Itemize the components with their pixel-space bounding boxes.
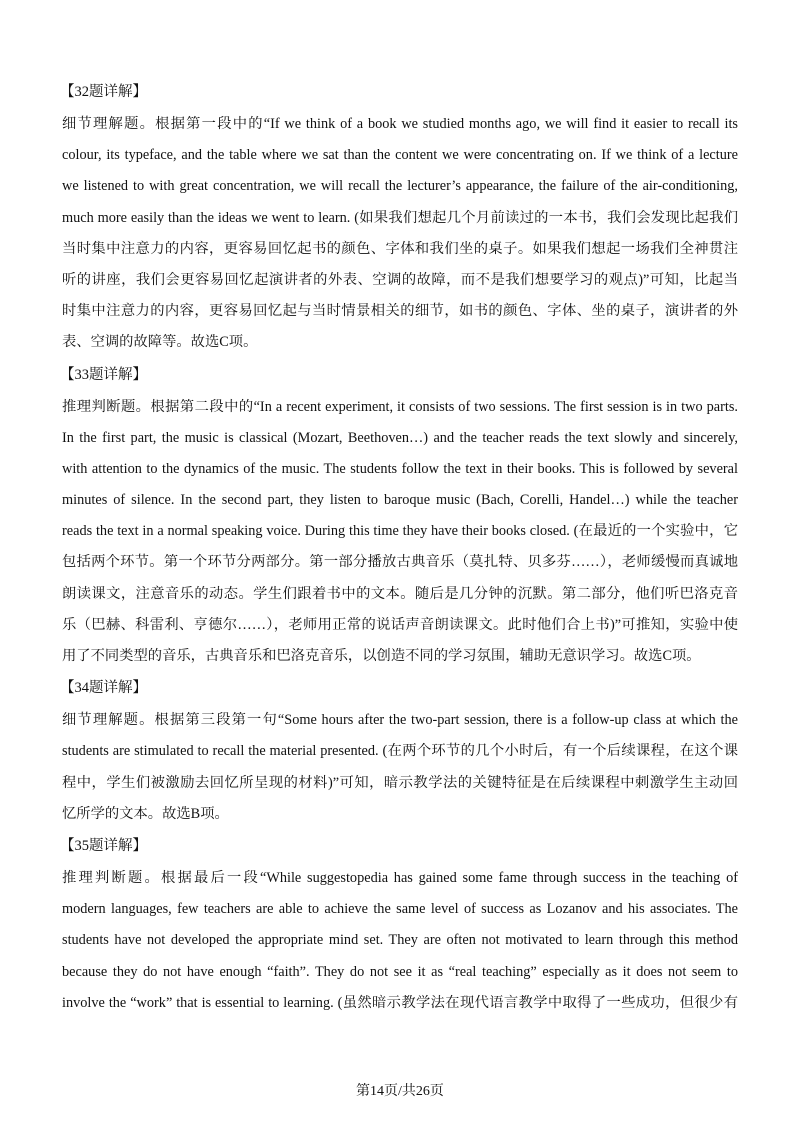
- text-line: 朗读课文，注意音乐的动态。学生们跟着书中的文本。随后是几分钟的沉默。第二部分，他们听巴洛克音: [62, 585, 738, 602]
- text-line: 听的讲座，我们会更容易回忆起演讲者的外表、空调的故障，而不是我们想要学习的观点)”可知，比起当: [62, 271, 738, 288]
- text-line: 忆所学的文本。故选B项。: [62, 805, 229, 822]
- section-heading: 【35题详解】: [60, 837, 147, 854]
- explanation-section: [62, 76, 738, 359]
- text-line: much more easily than the ideas we went to learn. (如果我们想起几个月前读过的一本书，我们会发现比起我们: [62, 209, 738, 226]
- text-line: 时集中注意力的内容，更容易回忆起与当时情景相关的细节，如书的颜色、字体、坐的桌子，演讲者的外: [62, 303, 738, 320]
- text-line: 用了不同类型的音乐，古典音乐和巴洛克音乐，以创造不同的学习氛围，辅助无意识学习。故选C项。: [62, 648, 701, 664]
- text-line: students are stimulated to recall the material presented. (在两个环节的几个小时后，有一个后续课程，在这个课: [62, 743, 738, 760]
- text-line: 推理判断题。根据第二段中的“In a recent experiment, it consists of two sessions. The first session is in two parts.: [62, 398, 738, 415]
- text-line: we listened to with great concentration, we will recall the lecturer’s appearance, the failure of the air-conditioning,: [62, 178, 738, 195]
- text-line: In the first part, the music is classical (Mozart, Beethoven…) and the teacher reads the text slowly and sincerely,: [62, 429, 738, 446]
- text-line: modern languages, few teachers are able to achieve the same level of success as Lozanov and his associates. The: [62, 901, 738, 918]
- text-line: involve the “work” that is essential to learning. (虽然暗示教学法在现代语言教学中取得了一些成功，但很少有: [62, 994, 738, 1011]
- text-line: 细节理解题。根据第三段第一句“Some hours after the two-part session, there is a follow-up class at which the: [62, 712, 738, 729]
- text-line: 乐（巴赫、科雷利、亨德尔……），老师用正常的说话声音朗读课文。此时他们合上书)”可推知，实验中使: [62, 616, 738, 633]
- explanation-section: [62, 359, 738, 673]
- section-heading: 【32题详解】: [60, 84, 147, 100]
- text-line: students have not developed the appropriate mind set. They are often not motivated to learn through this method: [62, 932, 738, 949]
- explanation-section: [62, 830, 738, 1019]
- text-line: reads the text in a normal speaking voice. During this time they have their books closed. (在最近的一个实验中，它: [62, 523, 738, 540]
- page-number: 第14页/共26页: [356, 1084, 444, 1099]
- document-body: [62, 76, 738, 1019]
- text-line: minutes of silence. In the second part, they listen to baroque music (Bach, Corelli, Handel…) while the teacher: [62, 492, 738, 509]
- text-line: 程中，学生们被激励去回忆所呈现的材料)”可知，暗示教学法的关键特征是在后续课程中刺激学生主动回: [62, 774, 738, 791]
- section-heading: 【33题详解】: [60, 366, 147, 383]
- text-line: 推理判断题。根据最后一段“While suggestopedia has gained some fame through success in the teaching of: [62, 869, 738, 886]
- text-line: because they do not have enough “faith”. They do not see it as “real teaching” especially as it does not seem to: [62, 963, 738, 980]
- explanation-section: [62, 672, 738, 830]
- text-line: 表、空调的故障等。故选C项。: [62, 334, 258, 351]
- section-heading: 【34题详解】: [60, 680, 147, 697]
- text-line: 当时集中注意力的内容，更容易回忆起书的颜色、字体和我们坐的桌子。如果我们想起一场我们全神贯注: [62, 240, 738, 257]
- text-line: colour, its typeface, and the table where we sat than the content we were concentrating on. If we think of a lecture: [62, 147, 738, 164]
- text-line: with attention to the dynamics of the music. The students follow the text in their books. This is followed by several: [62, 460, 738, 477]
- text-line: 包括两个环节。第一个环节分两部分。第一部分播放古典音乐（莫扎特、贝多芬……），老师缓慢而真诚地: [62, 554, 738, 571]
- text-line: 细节理解题。根据第一段中的“If we think of a book we studied months ago, we will find it easier to recall its: [62, 116, 738, 132]
